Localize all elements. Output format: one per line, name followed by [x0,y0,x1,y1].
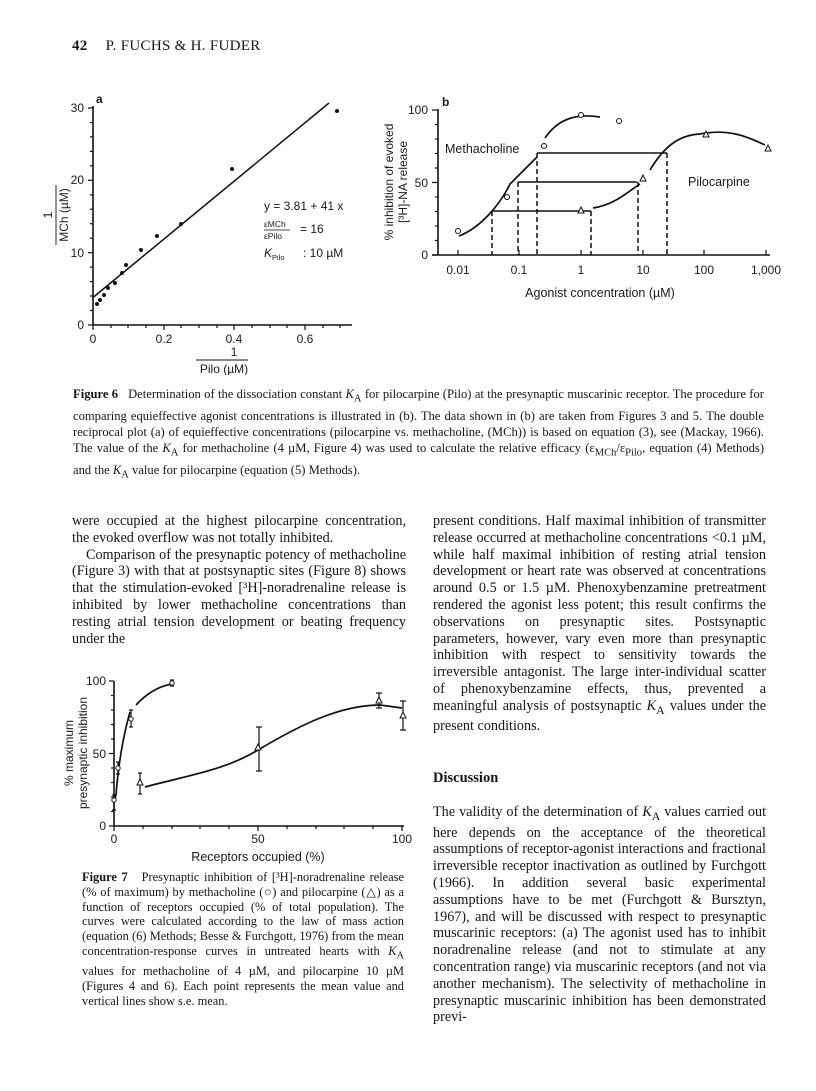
svg-text:K: K [264,246,273,260]
paragraph: were occupied at the highest pilocarpine concentration, the evoked overflow was not totally inhibited. [72,513,406,546]
svg-text:10: 10 [636,263,650,277]
svg-text:30: 30 [70,101,84,115]
svg-text:presynaptic inhibition: presynaptic inhibition [76,696,90,810]
paragraph: Comparison of the presynaptic potency of methacholine (Figure 3) with that at postsynaptic sites (Figure 8) shows that the stimulation-evoked [³H]-noradrenaline release is inhibited by lower methacholine concentrations than resting atrial tension development or beating frequency under the [72,546,406,647]
svg-text:Pilo: Pilo [272,253,285,262]
pilocarpine-markers [578,131,771,213]
svg-text:0.1: 0.1 [510,263,528,277]
x-axis-label: Agonist concentration (µM) [525,286,675,300]
svg-text:0.6: 0.6 [296,332,314,346]
svg-text:100: 100 [391,832,413,846]
figure-7-caption: Figure 7 Presynaptic inhibition of [³H]-noradrenaline release (% of maximum) by methacholine (○) and pilocarpine (△) as a function of receptors occupied (% of total population). The curves were calculated according to the law of mass action (equation (6) Methods; Besse & Furchgott, 1976) from the mean concentration-response curves in untreated hearts with $K_A$ values for methacholine of 4 µM, and pilocarpine 10 µM (Figures 4 and 6). Each point represents the mean value and vertical lines show s.e. mean. [82,870,404,1008]
svg-text:0.01: 0.01 [446,263,470,277]
svg-text:0.2: 0.2 [155,332,173,346]
svg-text:50: 50 [92,747,106,761]
methacholine-markers [456,113,622,234]
pilocarpine-curve [145,705,402,787]
pilocarpine-label: Pilocarpine [688,175,750,189]
svg-text:[³H]-NA release: [³H]-NA release [396,140,410,224]
svg-text:MCh (µM): MCh (µM) [57,188,71,242]
paragraph: The validity of the determination of $K_A$ values carried out here depends on the acceptance of the theoretical assumptions of receptor-agonist interactions and fractional irreversible receptor inactivation as outlined by Furchgott (1966). In addition several basic experimental assumptions have to be met (Furchgott & Bursztyn, 1967), and will be discussed with respect to presynaptic muscarinic receptors: (a) The agonist used has to inhibit noradrenaline release (and not to stimulate at any concentration range) via muscarinic receptors (and not via another mechanism). The selectivity of methacholine in presynaptic muscarinic inhibition has been demonstrated previ- [433,804,767,1026]
efficacy-value: = 16 [300,222,324,236]
figure-6a-chart [40,85,380,375]
methacholine-curve [459,116,600,236]
svg-text:0: 0 [421,248,428,262]
svg-text:% inhibition of evoked: % inhibition of evoked [382,123,396,241]
pilocarpine-curve [593,132,765,208]
svg-text:0: 0 [89,332,97,346]
right-column-text [433,513,766,735]
running-header [72,38,261,55]
svg-text:0: 0 [110,832,118,846]
figure-7-chart [50,665,415,865]
discussion-text [433,804,766,1026]
svg-text:0.4: 0.4 [225,332,243,346]
svg-text:50: 50 [251,832,265,846]
svg-text:0: 0 [77,318,84,332]
efficacy-denominator: εPilo [264,231,282,241]
svg-text:1: 1 [577,263,585,277]
svg-text:100: 100 [407,103,428,117]
svg-text:1: 1 [41,211,55,219]
svg-text:100: 100 [85,674,106,688]
x-axis-label-num: 1 [230,345,238,359]
figure-6b-chart [370,85,816,305]
panel-label-b: b [442,95,450,109]
paragraph: present conditions. Half maximal inhibition of transmitter release occurred at methacholine concentrations <0.1 µM, while half maximal inhibition of resting atrial tension development or heart rate was observed at concentrations around 0.5 or 1.5 µM. Phenoxybenzamine pretreatment rendered the agonist less potent; this result confirms the observations on presynaptic sites. Postsynaptic parameters, however, vary even more than presynaptic inhibition with respect to sensitivity towards the irreversible antagonist. The large inter-individual scatter of phenoxybenzamine effects, thus, prevented a meaningful analysis of postsynaptic $K_A$ values under the present conditions. [433,513,766,735]
left-column-text [72,513,406,647]
panel-label-a: a [96,92,103,106]
x-axis-label: Receptors occupied (%) [191,850,325,864]
page-number: 42 [72,38,88,54]
svg-text:20: 20 [70,173,84,187]
authors: P. FUCHS & H. FUDER [105,38,261,54]
svg-text:50: 50 [414,176,428,190]
pilocarpine-markers [137,697,406,785]
y-axis-label [41,185,71,245]
svg-text:100: 100 [693,263,715,277]
y-axis-label [382,124,410,241]
y-axis-label [62,697,90,809]
regression-equation: y = 3.81 + 41 x [264,199,344,213]
methacholine-label: Methacholine [445,142,520,156]
kpilo-value: : 10 µM [303,246,344,260]
svg-text:10: 10 [70,246,84,260]
x-axis-label-den: Pilo (µM) [199,362,249,375]
svg-text:0: 0 [99,819,106,833]
efficacy-numerator: εMCh [264,219,286,229]
section-heading-discussion: Discussion [433,770,499,786]
svg-text:% maximum: % maximum [62,719,76,787]
svg-text:1,000: 1,000 [750,263,782,277]
figure-6-caption: Figure 6 Determination of the dissociation constant $K_A$ for pilocarpine (Pilo) at the presynaptic muscarinic receptor. The procedure for comparing equieffective agonist concentrations is illustrated in (b). The data shown in (b) are taken from Figures 3 and 5. The double reciprocal plot (a) of equieffective concentrations (pilocarpine vs. methacholine, (MCh)) is based on equation (3), see (Mackay, 1966). The value of the $K_A$ for methacholine (4 µM, Figure 4) was used to calculate the relative efficacy ($\varepsilon_{MCh}/\varepsilon_{Pilo}$, equation (4) Methods) and the $K_A$ value for pilocarpine (equation (5) Methods). [73,387,765,481]
